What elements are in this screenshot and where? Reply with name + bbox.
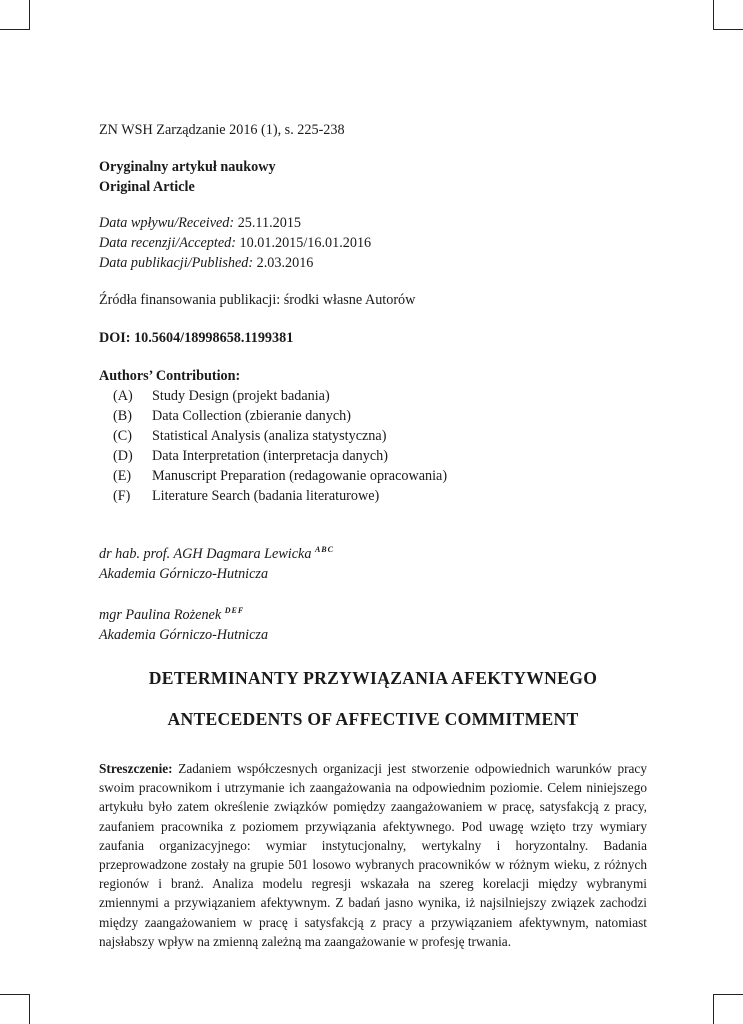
contribution-title: Authors’ Contribution: (99, 368, 241, 384)
doi: DOI: 10.5604/18998658.1199381 (99, 330, 294, 346)
list-item (99, 486, 647, 506)
contribution-code: (D) (113, 448, 133, 464)
list-item (99, 406, 647, 426)
crop-mark-top-left-v (29, 0, 30, 30)
contribution-text: Manuscript Preparation (redagowanie opracowania) (152, 468, 448, 484)
author-roles: ABC (314, 545, 334, 554)
contribution-list (99, 386, 647, 506)
list-item (99, 446, 647, 466)
date-label: Data publikacji/Published: (99, 255, 254, 271)
crop-mark-bottom-left-v (29, 994, 30, 1024)
contribution-code: (B) (113, 408, 132, 424)
list-item (99, 466, 647, 486)
date-value: 10.01.2015/16.01.2016 (235, 235, 372, 251)
abstract (99, 759, 647, 951)
author-affiliation: Akademia Górniczo-Hutnicza (99, 566, 269, 582)
abstract-label: Streszczenie: (99, 761, 173, 776)
crop-mark-top-right-v (713, 0, 714, 30)
date-received (99, 213, 647, 233)
date-accepted (99, 233, 647, 253)
title-english: ANTECEDENTS OF AFFECTIVE COMMITMENT (167, 709, 579, 729)
crop-mark-bottom-right-h (713, 994, 743, 995)
contribution-text: Data Collection (zbieranie danych) (152, 408, 351, 424)
list-item (99, 426, 647, 446)
crop-mark-bottom-right-v (713, 994, 714, 1024)
date-published (99, 253, 647, 273)
crop-mark-top-left-h (0, 29, 30, 30)
abstract-text: Zadaniem współczesnych organizacji jest stworzenie odpowiednich warunków pracy swoim pracownikom i utrzymanie ich zaangażowania na odpowiednim poziomie. Celem niniejszego artykułu było zatem określenie związków pomiędzy zaangażowaniem w pracę, satysfakcją z pracy, zaufaniem pracownika z poziomem przywiązania afektywnego. Pod uwagę wzięto trzy wymiary zaufania organizacyjnego: wymiar instytucjonalny, wertykalny i horyzontalny. Badania przeprowadzone zostały na grupie 501 losowo wybranych pracowników w różnym wieku, z różnych regionów i branż. Analiza modelu regresji wskazała na szereg korelacji między wybranymi zmiennymi a przywiązaniem afektywnym. Z badań jasno wynika, iż najsilniejszy związek zachodzi między zaangażowaniem w pracę i satysfakcją z pracy a przywiązaniem afektywnym, natomiast najsłabszy wpływ na zmienną zależną ma zaangażowanie w profesję trwania. (99, 761, 647, 949)
article-type-en: Original Article (99, 179, 195, 195)
contribution-code: (A) (113, 388, 133, 404)
author-1 (99, 540, 647, 584)
date-label: Data wpływu/Received: (99, 215, 235, 231)
author-name-text: mgr Paulina Rożenek (99, 607, 222, 623)
contribution-code: (C) (113, 428, 132, 444)
dates-block (99, 213, 647, 273)
article-type-pl: Oryginalny artykuł naukowy (99, 159, 276, 175)
funding-source: Źródła finansowania publikacji: środki własne Autorów (99, 292, 416, 308)
author-2 (99, 601, 647, 645)
article-page (99, 120, 647, 951)
journal-reference: ZN WSH Zarządzanie 2016 (1), s. 225-238 (99, 122, 345, 138)
contribution-text: Literature Search (badania literaturowe) (152, 488, 380, 504)
title-polish: DETERMINANTY PRZYWIĄZANIA AFEKTYWNEGO (148, 668, 598, 688)
date-value: 2.03.2016 (253, 255, 314, 271)
contribution-text: Statistical Analysis (analiza statystyczna) (152, 428, 387, 444)
contribution-code: (F) (113, 488, 131, 504)
contribution-code: (E) (113, 468, 132, 484)
crop-mark-top-right-h (713, 29, 743, 30)
date-value: 25.11.2015 (234, 215, 302, 231)
list-item (99, 386, 647, 406)
article-type (99, 157, 647, 197)
crop-mark-bottom-left-h (0, 994, 30, 995)
author-affiliation: Akademia Górniczo-Hutnicza (99, 627, 269, 643)
date-label: Data recenzji/Accepted: (99, 235, 236, 251)
contribution-text: Study Design (projekt badania) (152, 388, 330, 404)
author-name (99, 540, 647, 564)
author-name-text: dr hab. prof. AGH Dagmara Lewicka (99, 546, 312, 562)
contribution-text: Data Interpretation (interpretacja danych) (152, 448, 388, 464)
author-roles: DEF (224, 606, 245, 615)
author-name (99, 601, 647, 625)
